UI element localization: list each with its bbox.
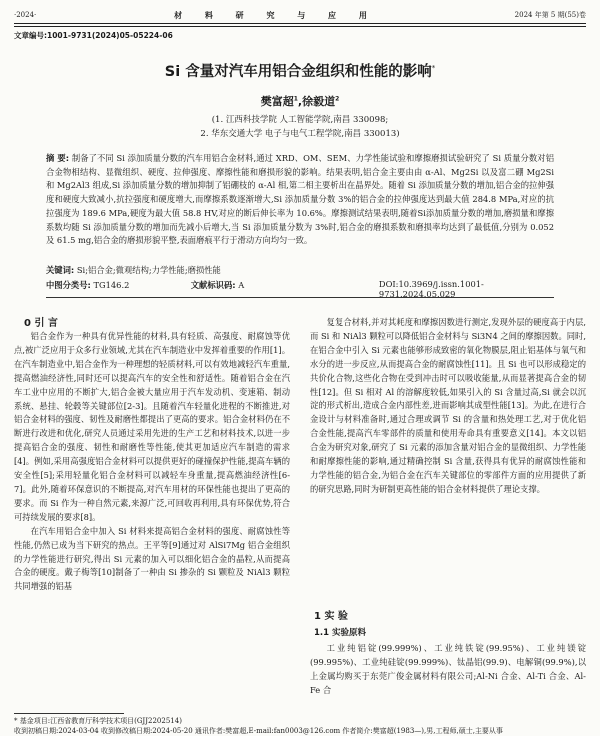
- abstract-divider: [46, 297, 554, 298]
- paragraph: 铝合金作为一种具有优异性能的材料,具有轻质、高强度、耐腐蚀等优点,被广泛应用于众多行业领域,尤其在汽车制造业中发挥着重要的作用[1]。在汽车制造业中,铝合金作为一种理想的轻质材料,可以有效地减轻汽车重量,提高燃油经济性,同时还可以提高汽车的安全性和舒适性。随着铝合金在汽车工业中应用的不断扩大,铝合金被大量应用于汽车发动机、变速箱、制动系统、悬挂、轮毂等关键部位[2-3]。且随着汽车轻量化进程的不断推进,对铝合金材料的强度、韧性及耐磨性都提出了更高的要求。铝合金材料仍在不断进行改进和优化,研究人员通过采用先进的生产工艺和材料技术,以进一步提高铝合金的强度、韧性和耐磨性等性能,使其更加适应汽车制造的需求[4]。例如,采用高强度铝合金材料可以提供更好的碰撞保护性能,提高车辆的安全性[5];采用轻量化铝合金材料可以减轻车身重量,提高燃油经济性[6-7]。此外,随着环保意识的不断提高,对汽车用材的环保性能也提出了更高的要求。而 Si 作为一种自然元素,来源广泛,可回收再利用,具有环保优势,符合可持续发展的要求[8]。: [14, 331, 290, 522]
- paragraph: 在汽车用铝合金中加入 Si 材料来提高铝合金材料的强度、耐腐蚀性等性能,仍然已成为当下研究的热点。王平等[9]通过对 AlSi7Mg 铝合金组织的力学性能进行研究,得出 Si 元素的加入可以细化铝合金的晶粒,从而提高合金的硬度。戴子梅等[10]制备了一种由 Si 掺杂的 Si 颗粒及 NiAl3 颗粒共同增强的铝基: [14, 525, 290, 592]
- keywords: [46, 264, 554, 276]
- footnote-rule: [14, 713, 124, 714]
- affiliation-1: (1. 江西科技学院 人工智能学院,南昌 330098;: [211, 115, 389, 125]
- clc-number: [46, 279, 191, 299]
- author-name: 樊富超: [260, 95, 294, 108]
- paper-title: [0, 60, 600, 81]
- keywords-text: Si;铝合金;微观结构;力学性能;磨损性能: [76, 265, 221, 275]
- running-header: [14, 8, 586, 22]
- section-heading-experiment: 1 实 验: [314, 611, 348, 622]
- title-text: Si 含量对汽车用铝合金组织和性能的影响: [164, 64, 432, 80]
- paragraph: 复复合材料,并对其耗度和摩擦因数进行测定,发现外层的硬度高于内层,而 Si 和 NiAl3 颗粒可以降低铝合金材料与 Si3N4 之间的摩擦因数。同时,在铝合金中引入 Si 元素也能够形成致密的氧化物膜层,阻止铝基体与氧气和水分的进一步反应,从而提高合金的耐腐蚀性[11]。且 Si 也可以形成稳定的共价化合物,这些化合物在受到冲击时可以吸收能量,从而显著提高合金的韧性[12]。但 Si 相对 Al 的溶解度较低,如果引入的 Si 含量过高,Si 就会以沉淀的形式析出,造成合金内部性差,进而影响其成型性能[13]。为此,在进行合金设计与材料准备时,通过合理或调节 Si 的含量和热处理工艺,对于优化铝合金性能,提高汽车零部件的质量和使用寿命具有重要意义[14]。本文以铝合金为研究对象,研究了 Si 元素的添加含量对铝合金的显微组织、力学性能和耐摩擦性能的影响,通过精确控制 Si 含量,获得具有优异的耐腐蚀性能和力学性能的铝合金,为铝合金在汽车关键部位的零部件方面的应用提供了新的研究思路,同时为研制更高性能的铝合金材料提供了理论支撑。: [310, 317, 586, 494]
- author-affil-mark: 2: [335, 95, 340, 103]
- paragraph: 工业纯铝锭(99.999%)、工业纯铁锭(99.95%)、工业纯镁锭(99.995%)、工业纯硅锭(99.999%)、钛晶铝(99.9)、电解铜(99.9%),以上金属均购买于东莞广俊金属材料有限公司;Al-Ni 合金、Al-Ti 合金、Al-Fe 合: [310, 643, 586, 695]
- doc-code-label: 文献标识码:: [190, 280, 236, 290]
- keywords-label: 关键词:: [46, 265, 75, 275]
- article-number: 文章编号:1001-9731(2024)05-05224-06: [14, 31, 173, 40]
- abstract: [46, 152, 554, 248]
- doi: DOI:10.3969/j.issn.1001-9731.2024.05.029: [378, 279, 484, 299]
- clc-label: 中图分类号:: [46, 280, 91, 290]
- body-column-right-materials: [310, 642, 586, 698]
- section-heading-introduction: 0 引 言: [24, 318, 58, 329]
- footnote-funding: * 基金项目:江西省教育厅科学技术项目(GJJ2202514): [14, 717, 182, 725]
- abstract-text: 制备了不同 Si 添加质量分数的汽车用铝合金材料,通过 XRD、OM、SEM、力学性能试验和摩擦磨损试验研究了 Si 质量分数对铝合金物相结构、显微组织、硬度、拉伸强度、摩擦性能和磨损形貌的影响。结果表明,铝合金主要由由 α-Al、Mg2Si 以及富二硼 Mg2Si 和 Mg2Al3 组成,Si 添加质量分数的增加抑制了铝硼枝的 α-Al 相,第二相主要析出在晶界处。随着 Si 添加质量分数的增加,铝合金的拉伸强度和硬度大致减小,抗拉强度和硬度增大,而摩擦系数逐渐增大,Si 添加质量分数 3%的铝合金的拉伸强度达到最大值 284.8 MPa,对应的抗拉强度为 189.6 MPa,硬度为最大值 58.8 HV,对应的断后伸长率为 10.6%。摩擦测试结果表明,随着Si添加质量分数的增加,磨损量和摩擦系数均随 Si 添加质量分数的增加而先减小后增大,当 Si 添加质量分数为 3%时,铝合金的磨损系数和磨损率均达到了最低值,分别为 0.052 及 61.5 mg,铝合金的磨损形貌平整,表面磨痕平行于滑动方向均匀一致。: [46, 153, 554, 246]
- author-separator: ,: [297, 95, 303, 108]
- body-column-left: [14, 330, 290, 594]
- body-column-right: [310, 316, 586, 497]
- journal-name: 材 料 研 究 与 应 用: [174, 10, 377, 20]
- author-line: [0, 93, 600, 109]
- subsection-heading-materials: 1.1 实验原料: [314, 628, 367, 638]
- classification-line: [46, 279, 554, 299]
- abstract-label: 摘 要:: [46, 153, 70, 163]
- title-footnote-mark: *: [431, 64, 436, 73]
- affiliation-2: 2. 华东交通大学 电子与电气工程学院,南昌 330013): [200, 129, 400, 139]
- header-rule-thin: [14, 26, 586, 27]
- author-affil-mark: 1: [293, 95, 298, 103]
- header-page-label: ·2024·: [14, 11, 37, 19]
- footnote-dates-author: 收到初稿日期:2024-03-04 收到修改稿日期:2024-05-20 通讯作者:樊富超,E-mail:fan0003@126.com 作者简介:樊富超(1983—),男,工程师,硕士,主要从事: [14, 727, 503, 735]
- document-code: [191, 279, 379, 299]
- issue-info: 2024 年第 5 期(55)卷: [514, 11, 586, 19]
- author-name: 徐毅道: [302, 95, 336, 108]
- clc-value: TG146.2: [93, 280, 130, 290]
- doc-code-value: A: [238, 280, 245, 290]
- header-rule: [14, 23, 586, 24]
